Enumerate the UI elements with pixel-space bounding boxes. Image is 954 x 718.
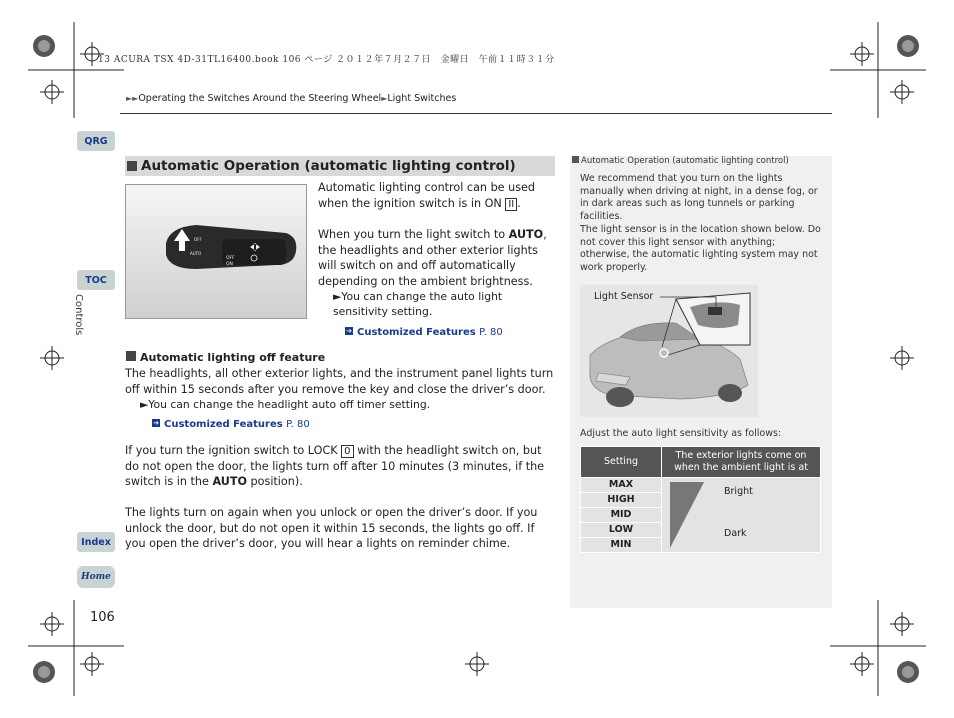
light-sensor-illustration — [580, 285, 758, 417]
customized-features-link-1[interactable]: ➔ Customized Features P. 80 — [346, 326, 503, 338]
breadcrumb-part1[interactable]: Operating the Switches Around the Steering Wheel — [138, 93, 382, 104]
auto-off-paragraph: The headlights, all other exterior lights, and the instrument panel lights turn off within 15 seconds after you remove the key and close the driver’s door. — [125, 367, 554, 396]
auto-sensitivity-note: ►You can change the auto light sensitivity setting. — [333, 290, 503, 318]
brightness-cell — [662, 478, 821, 553]
customized-features-link-2[interactable]: ➔ Customized Features P. 80 — [153, 418, 310, 430]
toc-button[interactable]: TOC — [77, 270, 115, 290]
bright-label: Bright — [724, 486, 753, 497]
ignition-on-key: II — [505, 198, 517, 211]
light-switch-photo — [125, 184, 307, 319]
home-button[interactable]: Home — [77, 566, 115, 588]
chapter-label: Controls — [73, 294, 84, 336]
photo-label-off-1: OFF — [194, 237, 202, 242]
subsection-heading: Automatic lighting off feature — [126, 351, 325, 364]
breadcrumb-sep: ► — [381, 94, 388, 103]
page-number: 106 — [90, 610, 115, 625]
square-bullet-icon — [126, 351, 136, 361]
breadcrumb — [126, 93, 456, 104]
relight-paragraph: The lights turn on again when you unlock or open the driver’s door. If you unlock the door, but do not open it within 15 seconds, the lights go off. If you open the driver’s door, you will hear a lights on reminder chime. — [125, 506, 538, 550]
dark-label: Dark — [724, 528, 747, 539]
side-panel-paragraph-2: The light sensor is in the location shown below. Do not cover this light sensor with anything; otherwise, the automatic lighting system may not work properly. — [580, 224, 821, 273]
photo-label-on: ON — [226, 262, 233, 267]
level-min: MIN — [610, 539, 632, 550]
ignition-lock-key: 0 — [341, 445, 353, 458]
print-header: 13 ACURA TSX 4D-31TL16400.book 106 ページ ２０１２年７月２７日 金曜日 午前１１時３１分 — [98, 55, 555, 65]
lock-paragraph: If you turn the ignition switch to LOCK 0 with the headlight switch on, but do not open the door, the lights turn off after 10 minutes (3 minutes, if the switch is in the AUTO position). — [125, 444, 545, 488]
index-button[interactable]: Index — [77, 532, 115, 552]
link-arrow-icon: ➔ — [153, 418, 159, 427]
breadcrumb-arrows: ►► — [126, 94, 139, 103]
intro-paragraph: Automatic lighting control can be used when the ignition switch is in ON II . — [318, 181, 536, 210]
section-title: Automatic Operation (automatic lighting control) — [141, 158, 516, 174]
photo-label-off-2: OFF — [226, 256, 235, 261]
auto-off-note: ►You can change the headlight auto off timer setting. — [140, 398, 431, 411]
level-high: HIGH — [607, 494, 635, 505]
brightness-wedge — [670, 482, 704, 548]
level-low: LOW — [608, 524, 634, 535]
photo-label-auto: AUTO — [190, 251, 202, 256]
level-mid: MID — [610, 509, 632, 520]
section-heading — [125, 156, 555, 176]
table-header-setting: Setting — [581, 447, 662, 478]
note-icon — [572, 156, 579, 163]
side-panel-title: Automatic Operation (automatic lighting control) — [572, 156, 789, 166]
adjust-sensitivity-text: Adjust the auto light sensitivity as follows: — [580, 428, 782, 439]
link-arrow-icon: ➔ — [346, 326, 352, 335]
light-sensor-label: Light Sensor — [594, 291, 654, 302]
side-panel-paragraph-1: We recommend that you turn on the lights manually when driving at night, in a dense fog, or in dark areas such as long tunnels or parking facilities. — [580, 173, 818, 222]
table-header-ambient: The exterior lights come on when the ambient light is at — [662, 447, 821, 478]
auto-paragraph: When you turn the light switch to AUTO, the headlights and other exterior lights will switch on and off automatically depending on the ambient brightness. — [318, 228, 547, 288]
qrg-button[interactable]: QRG — [77, 131, 115, 151]
level-max: MAX — [608, 479, 634, 490]
square-bullet-icon — [127, 161, 137, 171]
header-rule — [120, 113, 832, 114]
sensitivity-table — [580, 446, 821, 553]
breadcrumb-part2[interactable]: Light Switches — [387, 93, 457, 104]
